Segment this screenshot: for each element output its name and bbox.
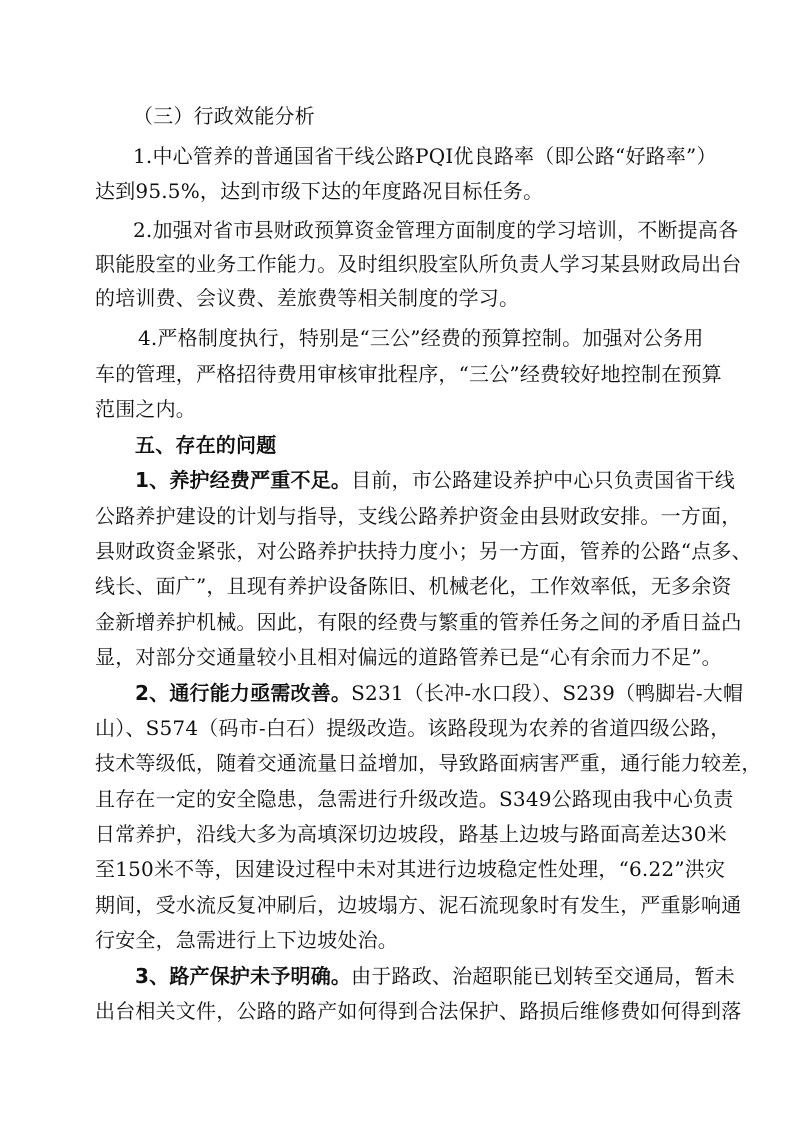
problem1-line2: 公路养护建设的计划与指导，支线公路养护资金由县财政安排。一方面， (95, 504, 742, 528)
problem2-text: S231（长冲-水口段）、S239（鸭脚岩-大帽 (351, 681, 744, 705)
problem2-line3: 技术等级低，随着交通流量日益增加，导致路面病害严重，通行能力较差， (95, 751, 762, 775)
problem1-line4: 线长、面广”，且现有养护设备陈旧、机械老化，工作效率低，无多余资 (95, 574, 732, 598)
problem3-line1 (135, 963, 735, 989)
problem1-text: 目前，市公路建设养护中心只负责国省干线 (351, 468, 735, 492)
problem1-line3: 县财政资金紧张，对公路养护扶持力度小；另一方面，管养的公路“点多、 (95, 539, 752, 563)
problem1-line5: 金新增养护机械。因此，有限的经费与繁重的管养任务之间的矛盾日益凸 (95, 610, 742, 634)
problem2-line6: 至150米不等，因建设过程中未对其进行边坡稳定性处理，“6.22”洪灾 (95, 857, 726, 881)
problem2-line2: 山）、S574（码市-白石）提级改造。该路段现为农养的省道四级公路， (95, 716, 731, 740)
problem2-line7: 期间，受水流反复冲刷后，边坡塌方、泥石流现象时有发生，严重影响通 (95, 893, 742, 917)
item2-line2: 职能股室的业务工作能力。及时组织股室队所负责人学习某县财政局出台 (95, 252, 742, 276)
item4-line2: 车的管理，严格招待费用审核审批程序，“三公”经费较好地控制在预算 (95, 362, 722, 386)
item4-line3: 范围之内。 (95, 397, 196, 421)
problems-heading: 五、存在的问题 (135, 433, 277, 457)
item2-line1: 2.加强对省市县财政预算资金管理方面制度的学习培训，不断提高各 (133, 218, 739, 242)
problem3-title: 3、路产保护未予明确。 (135, 964, 352, 988)
problem2-line1 (135, 680, 743, 706)
problem3-text: 由于路政、治超职能已划转至交通局，暂未 (351, 964, 735, 988)
problem3-line2: 出台相关文件，公路的路产如何得到合法保护、路损后维修费如何得到落 (95, 999, 742, 1023)
problem1-line1 (135, 467, 735, 493)
sub-heading: （三）行政效能分析 (133, 104, 315, 128)
item2-line3: 的培训费、会议费、差旅费等相关制度的学习。 (95, 286, 520, 310)
item4-line1: 4.严格制度执行，特别是“三公”经费的预算控制。加强对公务用 (138, 326, 704, 350)
problem1-title: 1、养护经费严重不足。 (135, 468, 352, 492)
problem2-line4: 且存在一定的安全隐患，急需进行升级改造。S349公路现由我中心负责 (95, 787, 734, 811)
problem2-line5: 日常养护，沿线大多为高填深切边坡段，路基上边坡与路面高差达30米 (95, 822, 727, 846)
problem2-line8: 行安全，急需进行上下边坡处治。 (95, 928, 398, 952)
problem1-line6: 显，对部分交通量较小且相对偏远的道路管养已是“心有余而力不足”。 (95, 645, 722, 669)
item1-line1: 1.中心管养的普通国省干线公路PQI优良路率（即公路“好路率”） (133, 144, 717, 168)
item1-line2: 达到95.5%，达到市级下达的年度路况目标任务。 (95, 179, 544, 203)
problem2-title: 2、通行能力亟需改善。 (135, 681, 352, 705)
